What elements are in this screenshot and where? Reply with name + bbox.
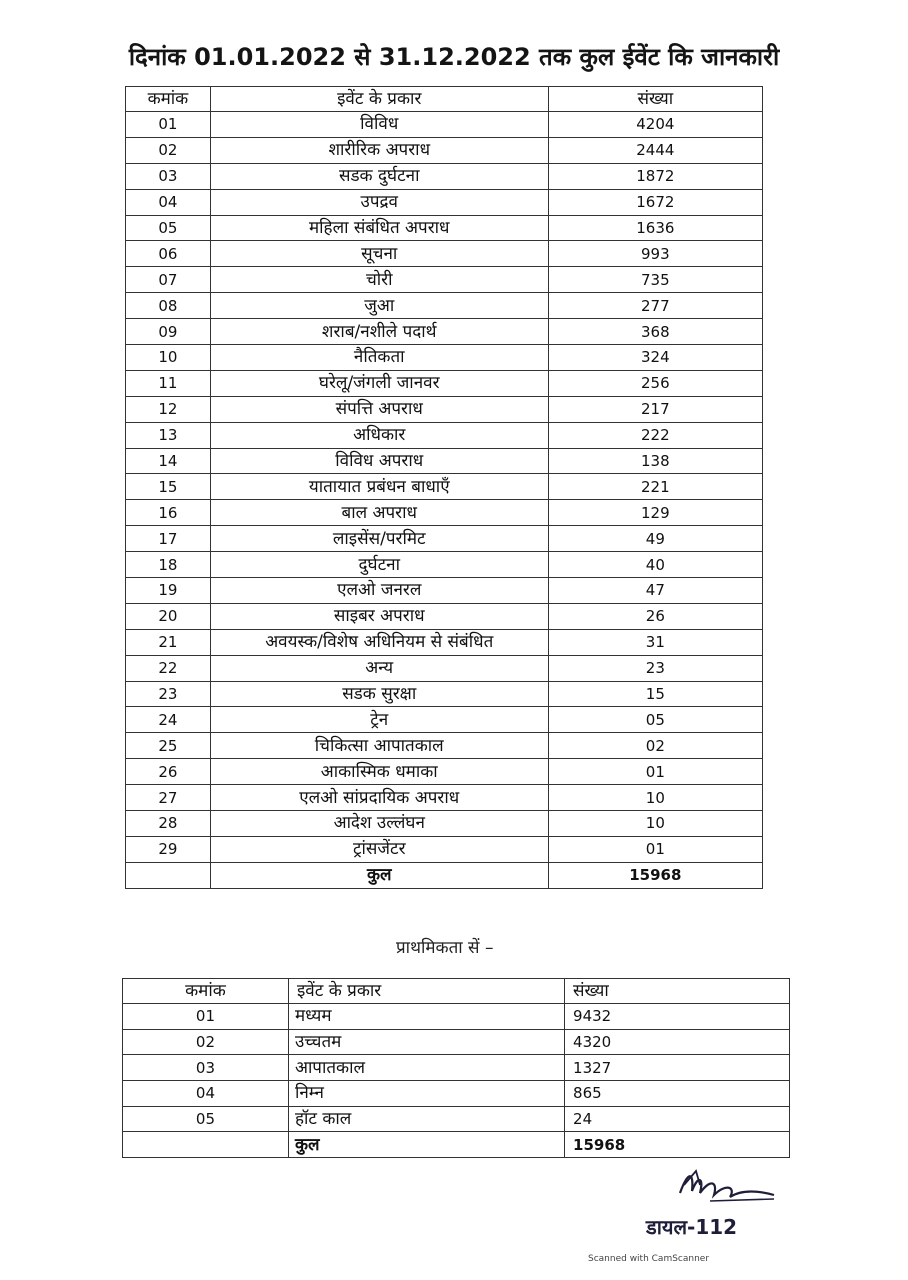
cell-count: 138 <box>548 448 762 474</box>
table-row <box>126 603 763 629</box>
cell-count: 1636 <box>548 215 762 241</box>
table-row <box>126 811 763 837</box>
cell-event-type: चोरी <box>210 267 548 293</box>
cell-count: 1872 <box>548 163 762 189</box>
table-row <box>126 163 763 189</box>
cell-serial: 21 <box>126 629 211 655</box>
table-row <box>126 578 763 604</box>
cell-serial: 25 <box>126 733 211 759</box>
table-row <box>126 500 763 526</box>
table-row <box>126 448 763 474</box>
total-label: कुल <box>210 862 548 888</box>
cell-count: 324 <box>548 345 762 371</box>
cell-count: 129 <box>548 500 762 526</box>
table-row <box>126 396 763 422</box>
cell-event-type: घरेलू/जंगली जानवर <box>210 370 548 396</box>
cell-count: 277 <box>548 293 762 319</box>
cell-serial: 23 <box>126 681 211 707</box>
cell-count: 23 <box>548 655 762 681</box>
table-row <box>123 1081 790 1107</box>
cell-serial: 10 <box>126 345 211 371</box>
cell-count: 05 <box>548 707 762 733</box>
total-serial-empty <box>123 1132 289 1158</box>
cell-serial: 03 <box>123 1055 289 1081</box>
cell-event-type: आपातकाल <box>288 1055 564 1081</box>
table-row <box>123 1106 790 1132</box>
cell-serial: 14 <box>126 448 211 474</box>
cell-event-type: संपत्ति अपराध <box>210 396 548 422</box>
cell-serial: 02 <box>126 137 211 163</box>
total-value: 15968 <box>565 1132 790 1158</box>
cell-event-type: सडक सुरक्षा <box>210 681 548 707</box>
cell-serial: 08 <box>126 293 211 319</box>
cell-serial: 07 <box>126 267 211 293</box>
cell-event-type: आदेश उल्लंघन <box>210 811 548 837</box>
cell-event-type: एलओ जनरल <box>210 578 548 604</box>
priority-table <box>122 978 790 1158</box>
cell-event-type: ट्रांसजेंटर <box>210 836 548 862</box>
table-row <box>126 759 763 785</box>
cell-event-type: ट्रेन <box>210 707 548 733</box>
table-row <box>126 137 763 163</box>
cell-event-type: शारीरिक अपराध <box>210 137 548 163</box>
table-row <box>126 215 763 241</box>
cell-count: 217 <box>548 396 762 422</box>
cell-serial: 06 <box>126 241 211 267</box>
cell-event-type: लाइसेंस/परमिट <box>210 526 548 552</box>
header-event-type: इवेंट के प्रकार <box>288 979 564 1004</box>
cell-event-type: मध्यम <box>288 1004 564 1030</box>
cell-event-type: सडक दुर्घटना <box>210 163 548 189</box>
cell-event-type: बाल अपराध <box>210 500 548 526</box>
cell-count: 9432 <box>565 1004 790 1030</box>
table-row <box>126 241 763 267</box>
cell-serial: 11 <box>126 370 211 396</box>
cell-event-type: निम्न <box>288 1081 564 1107</box>
cell-event-type: यातायात प्रबंधन बाधाएँ <box>210 474 548 500</box>
cell-count: 865 <box>565 1081 790 1107</box>
office-label: डायल-112 <box>646 1215 738 1239</box>
cell-event-type: उच्चतम <box>288 1029 564 1055</box>
cell-count: 31 <box>548 629 762 655</box>
events-total-row <box>126 862 763 888</box>
cell-serial: 24 <box>126 707 211 733</box>
table-row <box>126 552 763 578</box>
cell-count: 47 <box>548 578 762 604</box>
cell-count: 40 <box>548 552 762 578</box>
cell-serial: 26 <box>126 759 211 785</box>
table-row <box>126 345 763 371</box>
cell-count: 01 <box>548 759 762 785</box>
cell-serial: 22 <box>126 655 211 681</box>
header-serial: कमांक <box>123 979 289 1004</box>
cell-serial: 16 <box>126 500 211 526</box>
priority-header-row <box>123 979 790 1004</box>
cell-serial: 20 <box>126 603 211 629</box>
cell-count: 15 <box>548 681 762 707</box>
cell-count: 2444 <box>548 137 762 163</box>
cell-event-type: नैतिकता <box>210 345 548 371</box>
cell-event-type: विविध <box>210 112 548 138</box>
cell-serial: 19 <box>126 578 211 604</box>
cell-event-type: साइबर अपराध <box>210 603 548 629</box>
table-row <box>126 733 763 759</box>
cell-event-type: अवयस्क/विशेष अधिनियम से संबंधित <box>210 629 548 655</box>
cell-event-type: दुर्घटना <box>210 552 548 578</box>
header-serial: कमांक <box>126 87 211 112</box>
cell-event-type: शराब/नशीले पदार्थ <box>210 319 548 345</box>
table-row <box>126 655 763 681</box>
cell-event-type: सूचना <box>210 241 548 267</box>
cell-count: 221 <box>548 474 762 500</box>
cell-event-type: उपद्रव <box>210 189 548 215</box>
cell-event-type: जुआ <box>210 293 548 319</box>
cell-serial: 05 <box>126 215 211 241</box>
cell-count: 1672 <box>548 189 762 215</box>
events-body <box>126 112 763 863</box>
table-row <box>126 681 763 707</box>
total-label: कुल <box>288 1132 564 1158</box>
table-row <box>126 319 763 345</box>
cell-event-type: अन्य <box>210 655 548 681</box>
table-row <box>123 1004 790 1030</box>
cell-event-type: हॉट काल <box>288 1106 564 1132</box>
cell-serial: 01 <box>123 1004 289 1030</box>
cell-serial: 12 <box>126 396 211 422</box>
table-row <box>126 422 763 448</box>
cell-count: 993 <box>548 241 762 267</box>
priority-heading: प्राथमिकता सें – <box>396 938 494 958</box>
total-value: 15968 <box>548 862 762 888</box>
table-row <box>126 785 763 811</box>
cell-count: 735 <box>548 267 762 293</box>
cell-serial: 02 <box>123 1029 289 1055</box>
cell-event-type: महिला संबंधित अपराध <box>210 215 548 241</box>
table-row <box>126 836 763 862</box>
cell-serial: 29 <box>126 836 211 862</box>
table-row <box>126 370 763 396</box>
cell-count: 10 <box>548 785 762 811</box>
cell-count: 222 <box>548 422 762 448</box>
cell-serial: 03 <box>126 163 211 189</box>
cell-serial: 04 <box>123 1081 289 1107</box>
priority-body <box>123 1004 790 1132</box>
cell-count: 49 <box>548 526 762 552</box>
cell-event-type: अधिकार <box>210 422 548 448</box>
cell-serial: 27 <box>126 785 211 811</box>
cell-count: 02 <box>548 733 762 759</box>
table-row <box>126 267 763 293</box>
table-row <box>126 526 763 552</box>
table-row <box>126 629 763 655</box>
scanner-watermark: Scanned with CamScanner <box>588 1254 710 1264</box>
cell-serial: 17 <box>126 526 211 552</box>
cell-count: 4320 <box>565 1029 790 1055</box>
cell-serial: 28 <box>126 811 211 837</box>
cell-count: 10 <box>548 811 762 837</box>
table-row <box>126 474 763 500</box>
cell-count: 368 <box>548 319 762 345</box>
cell-count: 26 <box>548 603 762 629</box>
cell-event-type: एलओ सांप्रदायिक अपराध <box>210 785 548 811</box>
total-serial-empty <box>126 862 211 888</box>
cell-serial: 04 <box>126 189 211 215</box>
header-event-type: इवेंट के प्रकार <box>210 87 548 112</box>
table-row <box>126 112 763 138</box>
events-table <box>125 86 763 889</box>
priority-total-row <box>123 1132 790 1158</box>
cell-count: 1327 <box>565 1055 790 1081</box>
signature-mark <box>670 1165 780 1213</box>
cell-event-type: चिकित्सा आपातकाल <box>210 733 548 759</box>
cell-serial: 13 <box>126 422 211 448</box>
cell-event-type: विविध अपराध <box>210 448 548 474</box>
table-row <box>123 1029 790 1055</box>
header-count: संख्या <box>548 87 762 112</box>
cell-count: 01 <box>548 836 762 862</box>
table-row <box>126 189 763 215</box>
events-header-row <box>126 87 763 112</box>
table-row <box>126 293 763 319</box>
cell-serial: 09 <box>126 319 211 345</box>
cell-serial: 01 <box>126 112 211 138</box>
header-count: संख्या <box>565 979 790 1004</box>
table-row <box>126 707 763 733</box>
cell-count: 24 <box>565 1106 790 1132</box>
cell-serial: 05 <box>123 1106 289 1132</box>
cell-serial: 15 <box>126 474 211 500</box>
cell-event-type: आकास्मिक धमाका <box>210 759 548 785</box>
cell-count: 256 <box>548 370 762 396</box>
table-row <box>123 1055 790 1081</box>
page-title: दिनांक 01.01.2022 से 31.12.2022 तक कुल ईवेंट कि जानकारी <box>128 43 780 71</box>
cell-count: 4204 <box>548 112 762 138</box>
cell-serial: 18 <box>126 552 211 578</box>
